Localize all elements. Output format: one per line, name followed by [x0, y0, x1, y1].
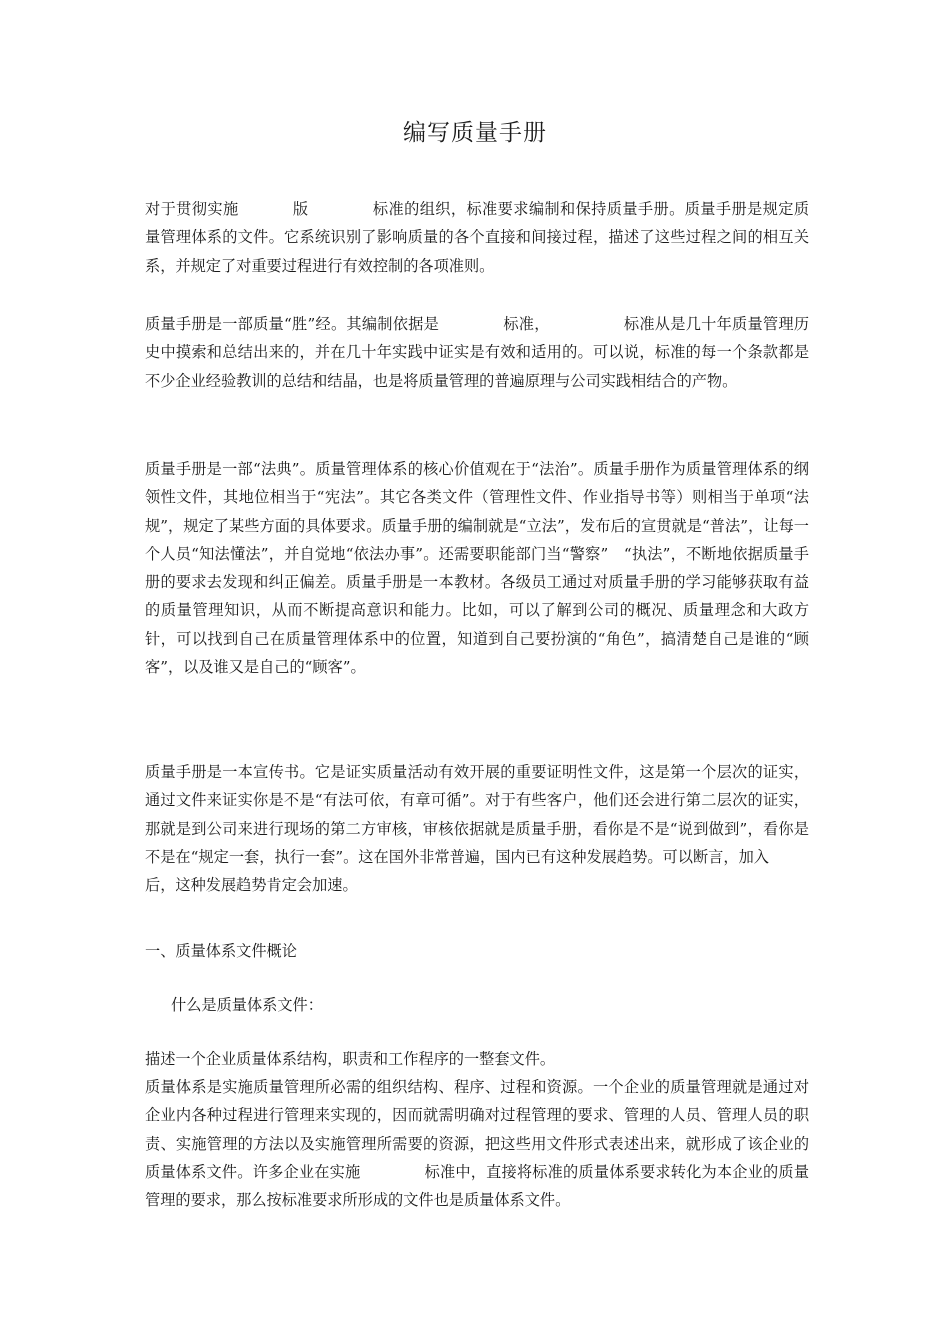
paragraph-1-text-b: 版	[292, 200, 309, 218]
paragraph-1-text-a: 对于贯彻实施	[145, 200, 239, 218]
paragraph-2-text-a: 质量手册是一部质量“胜”经。其编制依据是	[145, 315, 440, 333]
final-paragraph-text-b: 标准中，直接将标准的质量体系要求转化为本企业的质量管理的要求，那么按标准要求所形成的文件也是质量体系文件。	[145, 1162, 810, 1210]
paragraph-1-text-c: 标准的组织，标准要求编制和保持质量手册。质量手册是规定质量管理体系的文件。它系统识别了影响质量的各个直接和间接过程，描述了这些过程之间的相互关系，并规定了对重要过程进行有效控制的各项准则。	[145, 200, 810, 275]
paragraph-4-text-b: 后，这种发展趋势肯定会加速。	[145, 876, 358, 895]
definition-line: 描述一个企业质量体系结构，职责和工作程序的一整套文件。	[145, 1050, 556, 1068]
final-paragraph	[145, 1073, 809, 1214]
final-paragraph-text-a: 质量体系是实施质量管理所必需的组织结构、程序、过程和资源。一个企业的质量管理就是通过对企业内各种过程进行管理来实现的，因而就需明确对过程管理的要求、管理的人员、管理人员的职责、实施管理的方法以及实施管理所需要的资源，把这些用文件形式表述出来，就形成了该企业的质量体系文件。许多企业在实施	[145, 1078, 809, 1181]
paragraph-1	[145, 195, 809, 280]
paragraph-4-text-a: 质量手册是一本宣传书。它是证实质量活动有效开展的重要证明性文件，这是第一个层次的证实，通过文件来证实你是不是“有法可依，有章可循”。对于有些客户，他们还会进行第二层次的证实，那就是到公司来进行现场的第二方审核，审核依据就是质量手册，看你是不是“说到做到”，看你是不是在“规定一套，执行一套”。这在国外非常普遍，国内已有这种发展趋势。可以断言，加入	[145, 763, 809, 866]
paragraph-2-text-b: 标准，	[503, 315, 550, 333]
paragraph-2-text-c: 标准从是几十年质量管理历史中摸索和总结出来的，并在几十年实践中证实是有效和适用的。可以说，标准的每一个条款都是不少企业经验教训的总结和结晶，也是将质量管理的普遍原理与公司实践相结合的产物。	[145, 315, 809, 390]
paragraph-4	[145, 758, 809, 899]
paragraph-3: 质量手册是一部“法典”。质量管理体系的核心价值观在于“法治”。质量手册作为质量管理体系的纲领性文件，其地位相当于“宪法”。其它各类文件（管理性文件、作业指导书等）则相当于单项“法规”，规定了某些方面的具体要求。质量手册的编制就是“立法”，发布后的宣贯就是“普法”，让每一个人员“知法懂法”，并自觉地“依法办事”。还需要职能部门当“警察” “执法”，不断地依据质量手册的要求去发现和纠正偏差。质量手册是一本教材。各级员工通过对质量手册的学习能够获取有益的质量管理知识，从而不断提高意识和能力。比如，可以了解到公司的概况、质量理念和大政方针，可以找到自己在质量管理体系中的位置，知道到自己要扮演的“角色”，搞清楚自己是谁的“顾客”，以及谁又是自己的“顾客”。	[145, 460, 809, 677]
question-line: 什么是质量体系文件：	[171, 996, 323, 1014]
paragraph-2	[145, 310, 809, 395]
section-heading: 一、质量体系文件概论	[145, 942, 297, 960]
document-title: 编写质量手册	[403, 120, 547, 146]
